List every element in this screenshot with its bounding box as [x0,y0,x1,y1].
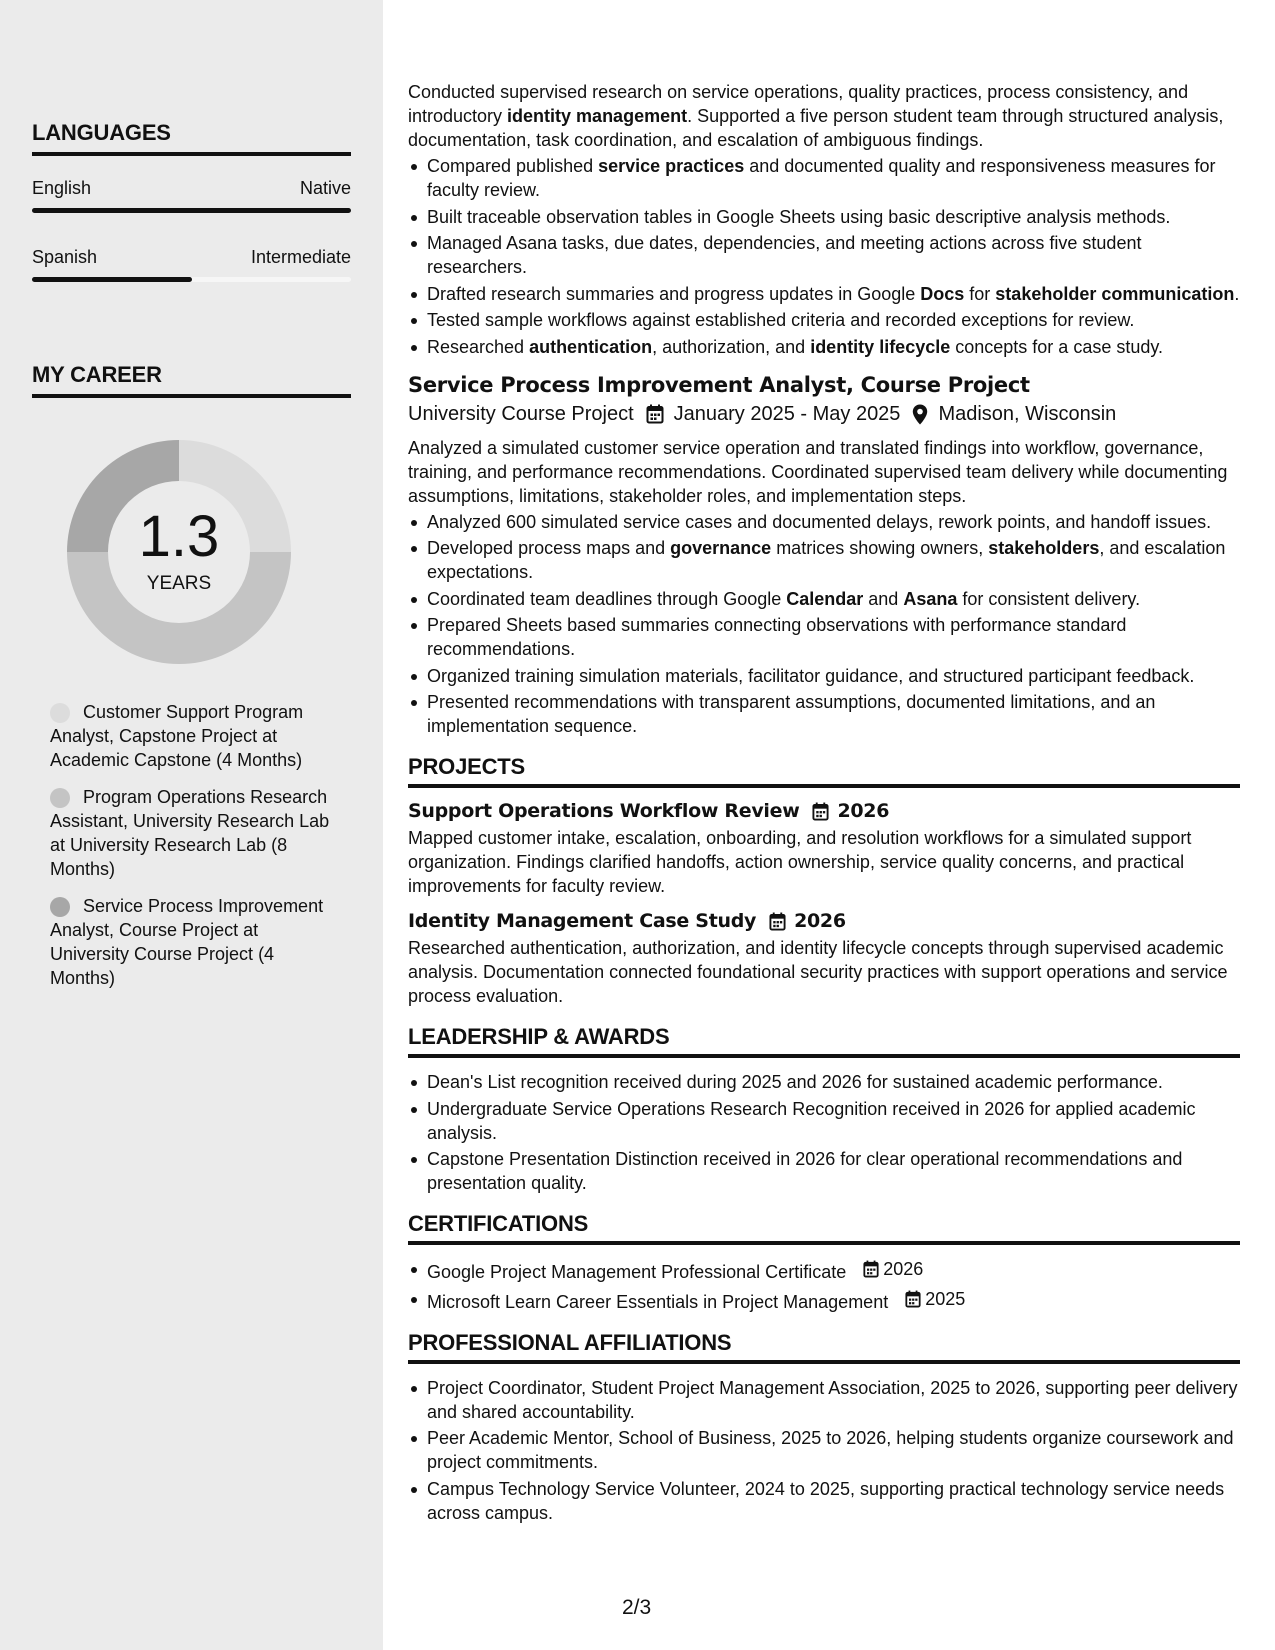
project-description: Mapped customer intake, escalation, onboarding, and resolution workflows for a simulated support organization. Findings clarified handoffs, action ownership, service quality concerns, and practical improvements for faculty review. [408,828,1192,896]
language-row-spanish [32,247,351,268]
certifications-list [408,1257,1240,1314]
leadership-list [408,1070,1240,1195]
career-heading: MY CAREER [32,362,351,398]
job-description: Analyzed a simulated customer service operation and translated findings into workflow, governance, training, and performance recommendations. Coordinated supervised team delivery while documenting assumptions, limitations, stakeholder roles, and implementation steps. [408,437,1228,506]
affiliation-item: Project Coordinator, Student Project Management Association, 2025 to 2026, supporting peer delivery and shared accountability. [408,1376,1240,1424]
certification-name: Google Project Management Professional Certificate [427,1262,847,1282]
job-title: Service Process Improvement Analyst, Course Project [408,372,1030,397]
certification-year: 2025 [925,1288,966,1309]
language-bar-spanish [32,277,351,282]
calendar-icon [646,404,664,424]
affiliation-item: Peer Academic Mentor, School of Business, 2025 to 2026, helping students organize coursework and project commitments. [408,1426,1240,1474]
project-title: Support Operations Workflow Review [408,800,800,822]
project-title: Identity Management Case Study [408,910,757,932]
calendar-icon [905,1290,921,1308]
project-description: Researched authentication, authorization, and identity lifecycle concepts through supervised academic analysis. Documentation connected foundational security practices with support operations and service process evaluation. [408,938,1228,1006]
sidebar [0,0,383,1650]
job-bullet: Drafted research summaries and progress updates in Google Docs for stakeholder communication. [408,282,1240,306]
affiliation-item: Campus Technology Service Volunteer, 2024 to 2025, supporting practical technology service needs across campus. [408,1477,1240,1525]
job-bullet: Managed Asana tasks, due dates, dependencies, and meeting actions across five student researchers. [408,231,1240,279]
career-item-text: Service Process Improvement Analyst, Course Project at University Course Project (4 Months) [50,896,324,988]
certification-name: Microsoft Learn Career Essentials in Project Management [427,1291,889,1312]
language-name: Spanish [32,247,98,267]
certification-date [863,1257,923,1281]
language-bar-fill [32,277,192,282]
job-bullet: Coordinated team deadlines through Google Calendar and Asana for consistent delivery. [408,587,1240,611]
career-list [50,700,330,1003]
certification-date [905,1287,965,1311]
certification-item [408,1257,1240,1284]
job-bullet: Compared published service practices and documented quality and responsiveness measures for faculty review. [408,154,1240,202]
leadership-item: Undergraduate Service Operations Research Recognition received in 2026 for applied academic analysis. [408,1097,1240,1145]
job-bullet: Analyzed 600 simulated service cases and documented delays, rework points, and handoff issues. [408,510,1240,534]
project-year: 2026 [837,800,890,822]
project-title-row [408,800,1240,822]
language-bar-fill [32,208,351,213]
career-legend-dot [50,703,70,723]
certifications-heading: CERTIFICATIONS [408,1211,1240,1245]
job-bullet: Researched authentication, authorization, and identity lifecycle concepts for a case study. [408,335,1240,359]
projects-heading: PROJECTS [408,754,1240,788]
job-bullet: Presented recommendations with transparent assumptions, documented limitations, and an implementation sequence. [408,690,1240,738]
language-bar-english [32,208,351,213]
affiliations-list [408,1376,1240,1525]
job-description: Conducted supervised research on service operations, quality practices, process consistency, and introductory identity management. Supported a five person student team through structured analysis, documentation, task coordination, and escalation of ambiguous findings. [408,82,1224,150]
job-bullet: Built traceable observation tables in Google Sheets using basic descriptive analysis methods. [408,205,1240,229]
languages-heading: LANGUAGES [32,120,351,156]
career-total-value: 1.3 [138,504,220,569]
job-company: University Course Project [408,402,634,425]
language-level: Intermediate [250,247,351,267]
job-bullet: Developed process maps and governance matrices showing owners, stakeholders, and escalation expectations. [408,536,1240,584]
language-row-english [32,178,351,199]
affiliations-heading: PROFESSIONAL AFFILIATIONS [408,1330,1240,1364]
calendar-icon [863,1260,879,1278]
career-legend-dot [50,788,70,808]
page-number: 2/3 [622,1596,652,1619]
job-bullet-list [408,154,1240,359]
calendar-icon [812,802,829,821]
career-item-text: Customer Support Program Analyst, Capstone Project at Academic Capstone (4 Months) [50,702,304,770]
certification-year: 2026 [883,1259,924,1279]
language-name: English [32,178,92,198]
job-location: Madison, Wisconsin [938,402,1117,425]
project-title-row [408,910,1240,932]
job-dates: January 2025 - May 2025 [673,402,901,425]
job-bullet: Prepared Sheets based summaries connecting observations with performance standard recommendations. [408,613,1240,661]
career-item [50,785,330,881]
career-total-unit: YEARS [146,573,212,594]
project-year: 2026 [794,910,846,932]
career-item-text: Program Operations Research Assistant, University Research Lab at University Research Lab (8 Months) [50,787,330,879]
career-item [50,700,330,772]
career-legend-dot [50,897,70,917]
main-content [408,80,1240,1527]
job-bullet-list [408,510,1240,739]
leadership-item: Dean's List recognition received during 2025 and 2026 for sustained academic performance. [408,1070,1240,1094]
job-bullet: Organized training simulation materials, facilitator guidance, and structured participant feedback. [408,664,1240,688]
language-level: Native [299,178,351,198]
job-bullet: Tested sample workflows against established criteria and recorded exceptions for review. [408,308,1240,332]
leadership-heading: LEADERSHIP & AWARDS [408,1024,1240,1058]
career-item [50,894,330,990]
location-pin-icon [912,404,928,425]
leadership-item: Capstone Presentation Distinction received in 2026 for clear operational recommendations and presentation quality. [408,1147,1240,1195]
job-meta [408,403,1240,426]
calendar-icon [769,912,786,931]
certification-item [408,1287,1240,1314]
